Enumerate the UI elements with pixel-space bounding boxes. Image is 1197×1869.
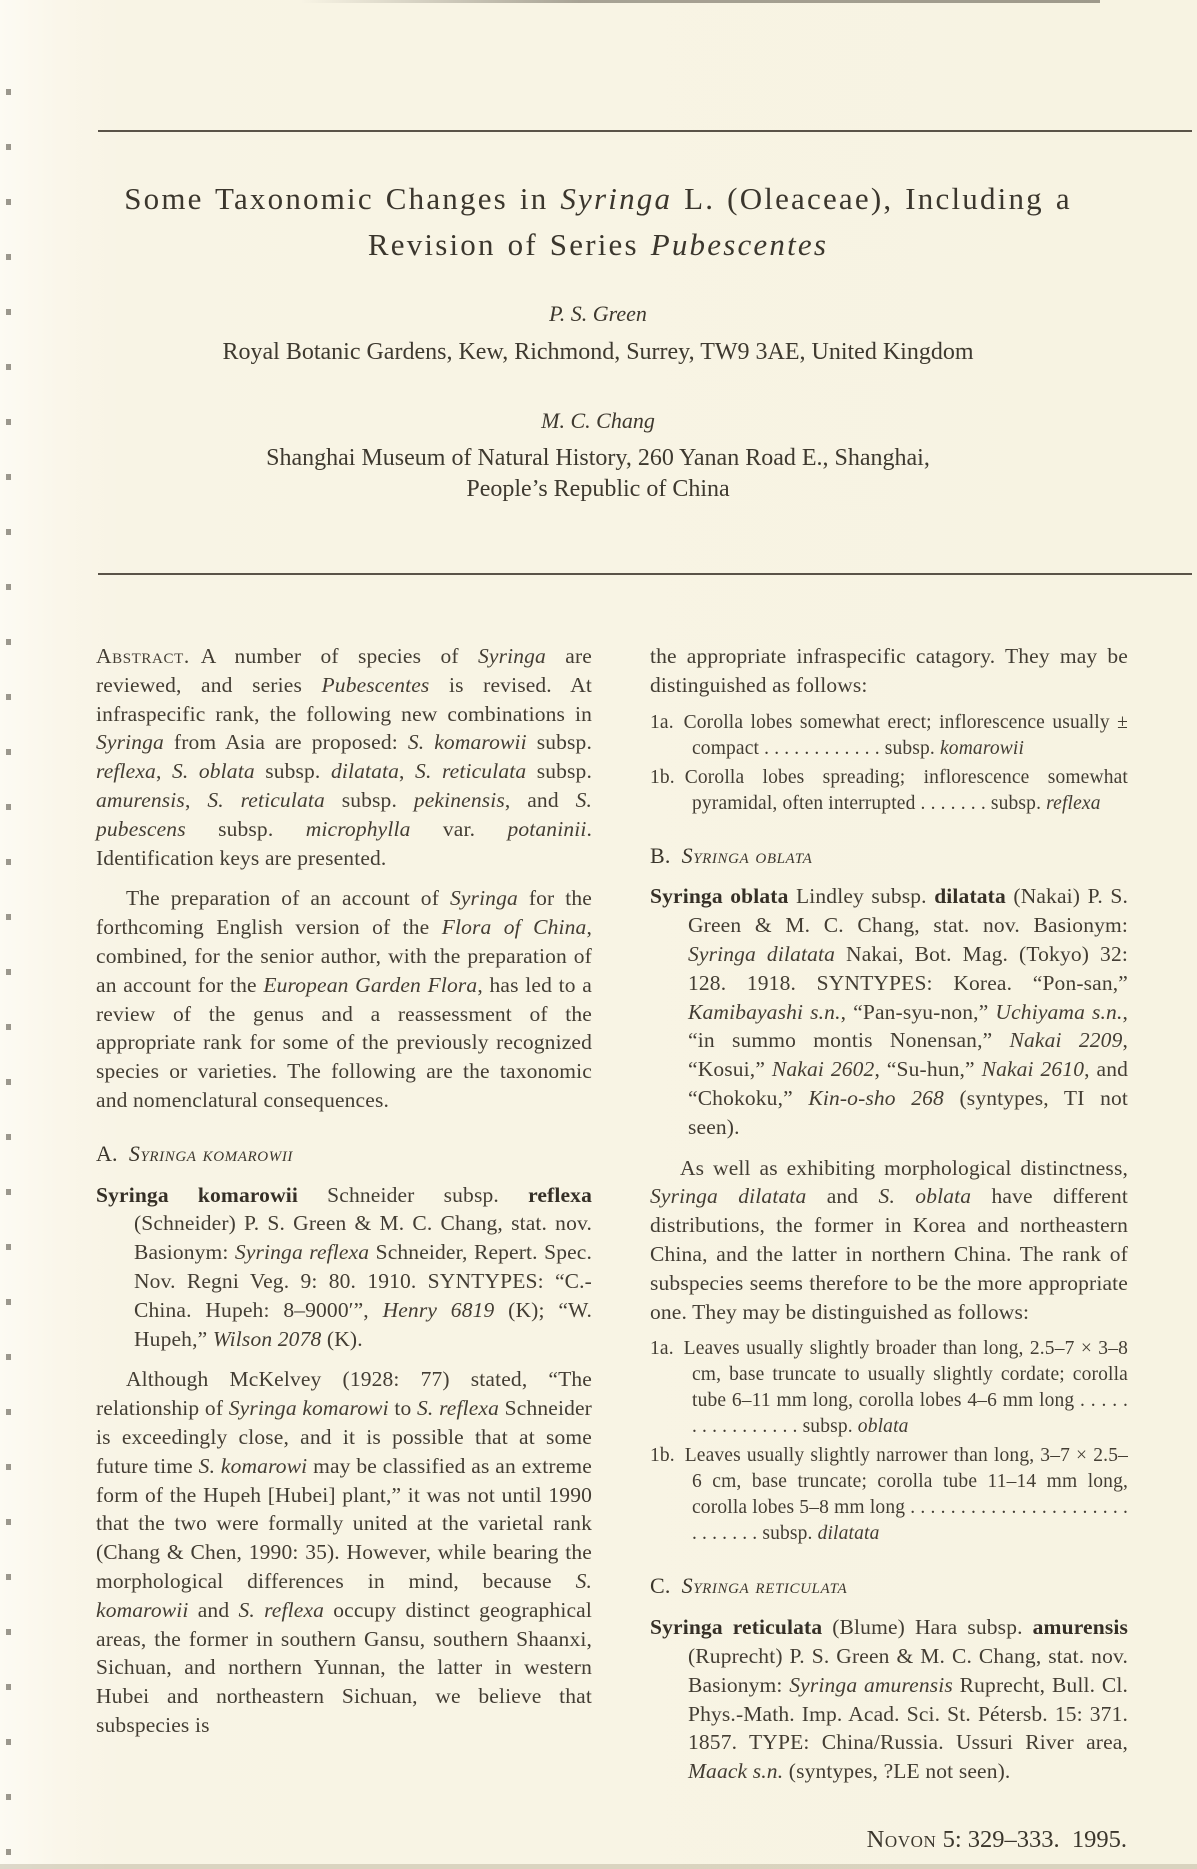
divider-rule	[98, 573, 1192, 575]
article-title: Some Taxonomic Changes in Syringa L. (Oleaceae), Including a Revision of Series Pubescentes	[124, 181, 1072, 262]
key-komarowii-1a: 1a. Corolla lobes somewhat erect; inflorescence usually ± compact . . . . . . . . . . . . subsp. komarowii	[650, 711, 1128, 759]
nomenclature-oblata: Syringa oblata Lindley subsp. dilatata (Nakai) P. S. Green & M. C. Chang, stat. nov. Basionym: Syringa dilatata Nakai, Bot. Mag. (Tokyo) 32: 128. 1918. SYNTYPES: Korea. “Pon-san,” Kamibayashi s.n., “Pan-syu-non,” Uchiyama s.n., “in summo montis Nonensan,” Nakai 2209, “Kosui,” Nakai 2602, “Su-hun,” Nakai 2610, and “Chokoku,” Kin-o-sho 268 (syntypes, TI not seen).	[650, 884, 1129, 1139]
author-affiliation-chang: Shanghai Museum of Natural History, 260 Yanan Road E., Shanghai, People’s Republic of China	[266, 445, 930, 502]
scan-top-edge-artifact	[300, 0, 1100, 3]
journal-citation: Novon 5: 329–333. 1995.	[866, 1826, 1127, 1853]
discussion-oblata: As well as exhibiting morphological distinctness, Syringa dilatata and S. oblata have different distributions, the former in Korea and northeastern China, and the latter in northern China. The rank of subspecies seems therefore to be the more appropriate one. They may be distinguished as follows:	[650, 1155, 1128, 1324]
author-name-chang: M. C. Chang	[541, 408, 655, 433]
right-column	[650, 642, 1128, 1786]
author-name-green: P. S. Green	[549, 301, 647, 326]
section-heading-a: A. Syringa komarowii	[96, 1140, 294, 1166]
continuation-paragraph: the appropriate infraspecific catagory. They may be distinguished as follows:	[650, 644, 1128, 697]
abstract-paragraph: Abstract. A number of species of Syringa are reviewed, and series Pubescentes is revised. At infraspecific rank, the following new combinations in Syringa from Asia are proposed: S. komarowii subsp. reflexa, S. oblata subsp. dilatata, S. reticulata subsp. amurensis, S. reticulata subsp. pekinensis, and S. pubescens subsp. microphylla var. potaninii. Identification keys are presented.	[96, 644, 592, 870]
scan-bottom-edge-artifact	[0, 1864, 1197, 1869]
discussion-komarowii: Although McKelvey (1928: 77) stated, “The relationship of Syringa komarowi to S. reflexa Schneider is exceedingly close, and it is possible that at some future time S. komarowi may be classified as an extreme form of the Hupeh [Hubei] plant,” it was not until 1990 that the two were formally united at the varietal rank (Chang & Chen, 1990: 35). However, while bearing the morphological differences in mind, because S. komarowii and S. reflexa occupy distinct geographical areas, the former in southern Gansu, southern Shaanxi, Sichuan, and northern Yunnan, the latter in western Hubei and northeastern Sichuan, we believe that subspecies is	[96, 1367, 592, 1737]
left-column	[96, 642, 592, 1740]
header-rule	[98, 130, 1192, 132]
key-komarowii-1b: 1b. Corolla lobes spreading; inflorescence somewhat pyramidal, often interrupted . . . . . . . subsp. reflexa	[650, 766, 1128, 814]
introduction-paragraph: The preparation of an account of Syringa for the forthcoming English version of the Flora of China, combined, for the senior author, with the preparation of an account for the European Garden Flora, has led to a review of the genus and a reassessment of the appropriate rank for some of the previously recognized species or varieties. The following are the taxonomic and nomenclatural consequences.	[96, 886, 592, 1112]
author-affiliation-green: Royal Botanic Gardens, Kew, Richmond, Surrey, TW9 3AE, United Kingdom	[222, 339, 974, 365]
nomenclature-reticulata: Syringa reticulata (Blume) Hara subsp. amurensis (Ruprecht) P. S. Green & M. C. Chang, stat. nov. Basionym: Syringa amurensis Ruprecht, Bull. Cl. Phys.-Math. Imp. Acad. Sci. St. Pétersb. 15: 371. 1857. TYPE: China/Russia. Ussuri River area, Maack s.n. (syntypes, ?LE not seen).	[650, 1615, 1129, 1784]
nomenclature-komarowii: Syringa komarowii Schneider subsp. reflexa (Schneider) P. S. Green & M. C. Chang, stat. nov. Basionym: Syringa reflexa Schneider, Repert. Spec. Nov. Regni Veg. 9: 80. 1910. SYNTYPES: “C.-China. Hupeh: 8–9000′”, Henry 6819 (K); “W. Hupeh,” Wilson 2078 (K).	[96, 1182, 593, 1351]
key-oblata-1a: 1a. Leaves usually slightly broader than long, 2.5–7 × 3–8 cm, base truncate to usually slightly cordate; corolla tube 6–11 mm long, corolla lobes 4–6 mm long . . . . . . . . . . . . . . . . subsp. oblata	[650, 1338, 1128, 1438]
scan-binding-ticks	[6, 40, 11, 1855]
section-heading-b: B. Syringa oblata	[650, 842, 813, 868]
key-oblata-1b: 1b. Leaves usually slightly narrower than long, 3–7 × 2.5–6 cm, base truncate; corolla tube 11–14 mm long, corolla lobes 5–8 mm long . . . . . . . . . . . . . . . . . . . . . . . . . . . . . subsp. dilatata	[650, 1445, 1128, 1545]
section-heading-c: C. Syringa reticulata	[650, 1573, 848, 1599]
